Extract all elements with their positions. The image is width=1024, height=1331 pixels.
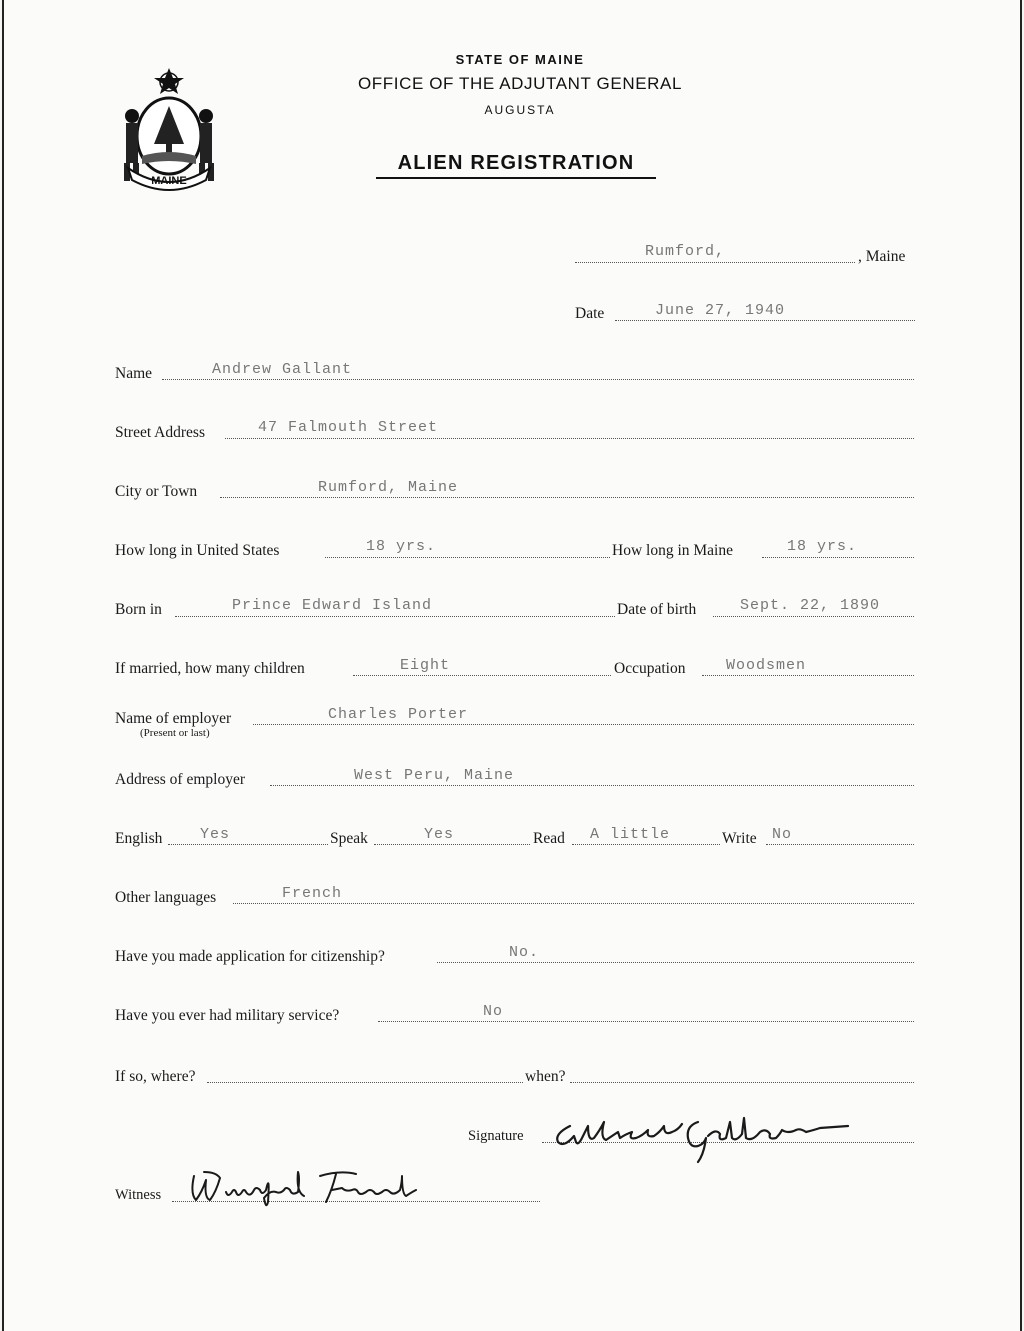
where-dotted-line bbox=[207, 1082, 523, 1083]
when-label: when? bbox=[525, 1068, 566, 1085]
maine-years-value: 18 yrs. bbox=[787, 538, 858, 555]
street-label: Street Address bbox=[115, 424, 205, 441]
employer-label: Name of employer bbox=[115, 710, 232, 727]
signature-label: Signature bbox=[468, 1128, 524, 1144]
write-label: Write bbox=[722, 830, 757, 847]
born-dotted-line bbox=[175, 616, 615, 617]
employer-dotted-line bbox=[253, 724, 914, 725]
witness-signature bbox=[180, 1162, 430, 1212]
occupation-dotted-line bbox=[702, 675, 914, 676]
name-value: Andrew Gallant bbox=[212, 361, 353, 378]
military-value: No bbox=[483, 1003, 504, 1020]
occupation-label: Occupation bbox=[614, 660, 686, 677]
read-value: A little bbox=[590, 826, 671, 843]
other-languages-value: French bbox=[282, 885, 343, 902]
city-dotted-line bbox=[220, 497, 914, 498]
date-label: Date bbox=[575, 305, 605, 322]
other-languages-label: Other languages bbox=[115, 889, 217, 906]
english-dotted-line bbox=[168, 844, 328, 845]
dob-value: Sept. 22, 1890 bbox=[740, 597, 881, 614]
header-state: STATE OF MAINE bbox=[455, 52, 585, 67]
employer-address-value: West Peru, Maine bbox=[354, 767, 515, 784]
header-office: OFFICE OF THE ADJUTANT GENERAL bbox=[357, 74, 683, 93]
children-label: If married, how many children bbox=[115, 660, 305, 677]
speak-value: Yes bbox=[424, 826, 455, 843]
military-label: Have you ever had military service? bbox=[115, 1007, 340, 1024]
born-label: Born in bbox=[115, 601, 162, 618]
where-label: If so, where? bbox=[115, 1068, 196, 1085]
date-dotted-line bbox=[615, 320, 915, 321]
maine-years-label: How long in Maine bbox=[612, 542, 733, 559]
us-years-label: How long in United States bbox=[115, 542, 280, 559]
us-years-value: 18 yrs. bbox=[366, 538, 437, 555]
employer-value: Charles Porter bbox=[328, 706, 469, 723]
header-city: AUGUSTA bbox=[484, 103, 556, 117]
employer-address-dotted-line bbox=[270, 785, 914, 786]
employer-sublabel: (Present or last) bbox=[140, 727, 210, 739]
write-dotted-line bbox=[766, 844, 914, 845]
born-value: Prince Edward Island bbox=[232, 597, 433, 614]
other-languages-dotted-line bbox=[233, 903, 914, 904]
location-state-label: , Maine bbox=[858, 248, 906, 265]
speak-dotted-line bbox=[374, 844, 530, 845]
maine-years-dotted-line bbox=[762, 557, 914, 558]
street-dotted-line bbox=[225, 438, 914, 439]
write-value: No bbox=[772, 826, 793, 843]
dob-dotted-line bbox=[713, 616, 914, 617]
read-label: Read bbox=[533, 830, 565, 847]
children-dotted-line bbox=[353, 675, 611, 676]
name-label: Name bbox=[115, 365, 153, 382]
speak-label: Speak bbox=[330, 830, 368, 847]
city-value: Rumford, Maine bbox=[318, 479, 459, 496]
seal-ribbon-text: MAINE bbox=[151, 175, 187, 187]
english-label: English bbox=[115, 830, 163, 847]
citizenship-dotted-line bbox=[437, 962, 914, 963]
employer-address-label: Address of employer bbox=[115, 771, 245, 788]
military-dotted-line bbox=[378, 1021, 914, 1022]
date-value: June 27, 1940 bbox=[655, 302, 786, 319]
witness-label: Witness bbox=[115, 1187, 162, 1203]
read-dotted-line bbox=[572, 844, 720, 845]
english-value: Yes bbox=[200, 826, 231, 843]
name-dotted-line bbox=[162, 379, 914, 380]
city-label: City or Town bbox=[115, 483, 198, 500]
street-value: 47 Falmouth Street bbox=[258, 419, 439, 436]
location-town-value: Rumford, bbox=[645, 243, 726, 260]
children-value: Eight bbox=[400, 657, 451, 674]
location-dotted-line bbox=[575, 262, 855, 263]
occupation-value: Woodsmen bbox=[726, 657, 807, 674]
citizenship-label: Have you made application for citizenship? bbox=[115, 948, 385, 965]
citizenship-value: No. bbox=[509, 944, 540, 961]
page-title: ALIEN REGISTRATION bbox=[376, 152, 656, 179]
when-dotted-line bbox=[570, 1082, 914, 1083]
applicant-signature bbox=[548, 1108, 858, 1166]
us-years-dotted-line bbox=[325, 557, 610, 558]
dob-label: Date of birth bbox=[617, 601, 697, 618]
